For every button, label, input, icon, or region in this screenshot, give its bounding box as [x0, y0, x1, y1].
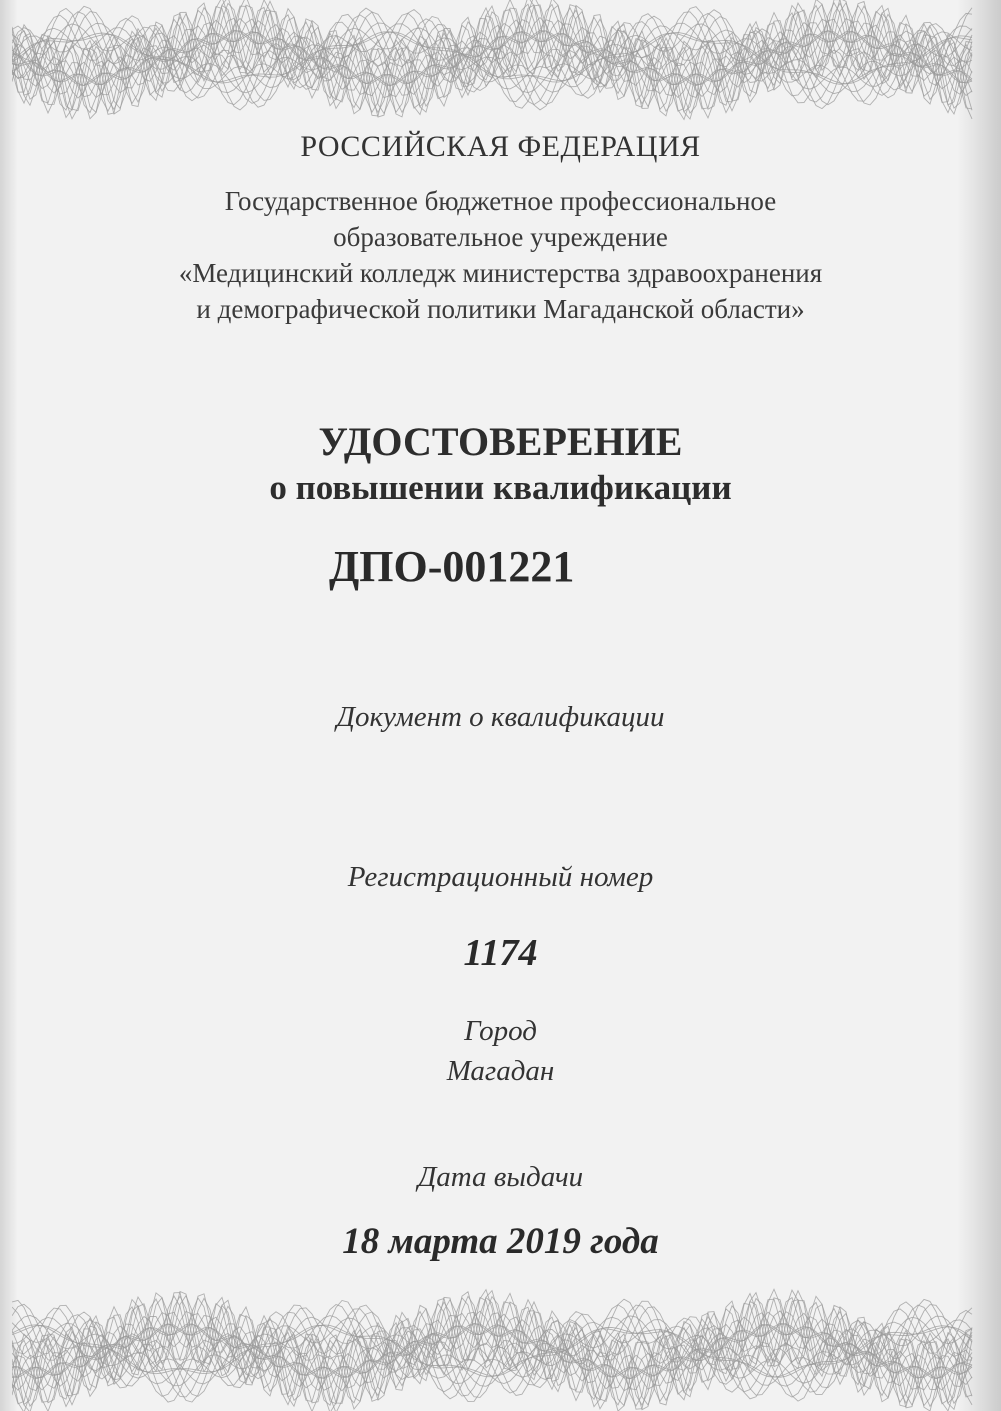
city-label: Город	[464, 1015, 537, 1047]
registration-number-label: Регистрационный номер	[347, 861, 654, 893]
registration-number: 1174	[463, 932, 538, 974]
organization-line-3: «Медицинский колледж министерства здравоохранения	[178, 258, 823, 288]
top-guilloche-ornament	[12, 0, 977, 135]
certificate-subtitle: о повышении квалификации	[269, 468, 732, 507]
organization-line-1: Государственное бюджетное профессиональное	[224, 186, 777, 216]
bottom-guilloche-ornament	[12, 1285, 977, 1411]
city-value: Магадан	[446, 1055, 555, 1087]
document-type: Документ о квалификации	[336, 701, 665, 733]
organization-line-2: образовательное учреждение	[333, 222, 668, 252]
issue-date: 18 марта 2019 года	[342, 1221, 659, 1262]
country-heading: РОССИЙСКАЯ ФЕДЕРАЦИЯ	[300, 130, 701, 163]
organization-line-4: и демографической политики Магаданской области»	[196, 294, 805, 324]
certificate-number: ДПО-001221	[329, 542, 575, 591]
issue-date-label: Дата выдачи	[417, 1161, 584, 1193]
certificate-title: УДОСТОВЕРЕНИЕ	[318, 419, 683, 464]
